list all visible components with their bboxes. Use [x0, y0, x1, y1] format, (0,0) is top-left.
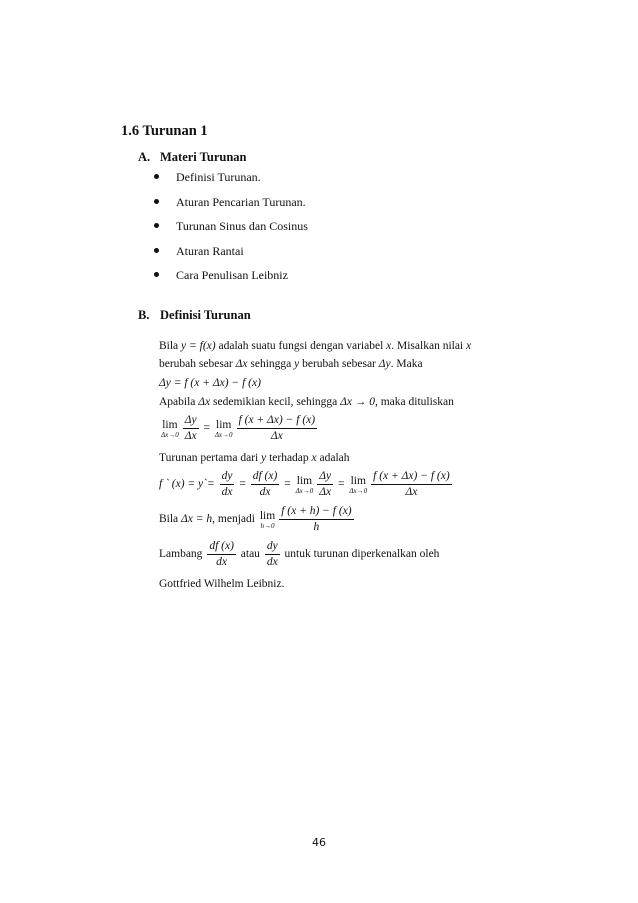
body-line-2: berubah sebesar Δx sehingga y berubah sebesar Δy. Maka — [159, 358, 423, 370]
bullet-icon — [154, 199, 159, 204]
body-line-1: Bila y = f(x) adalah suatu fungsi dengan variabel x. Misalkan nilai x — [159, 340, 472, 352]
subsection-b-heading — [138, 308, 251, 323]
body-line-10: Gottfried Wilhelm Leibniz. — [159, 578, 285, 590]
list-item: Cara Penulisan Leibniz — [152, 268, 308, 293]
page-number: 46 — [312, 836, 326, 849]
limit-operator: lim Δx→0 — [161, 418, 179, 439]
fraction-difference-quotient: $\frac{f (x + \Delta x) - f (x)}{\Delta x}$ — [238, 414, 316, 442]
fraction-difference-quotient: $\frac{f (x + \Delta x) - f (x)}{\Delta x}$ — [373, 470, 450, 498]
list-item: Definisi Turunan. — [152, 170, 308, 195]
subsection-b-label: B. — [138, 308, 150, 322]
bullet-icon — [154, 223, 159, 228]
fraction-h-quotient: $\frac{f (x + h) - f (x)}{h}$ — [281, 505, 352, 533]
fraction-dy-dx: $\frac{\Delta y}{\Delta x}$ — [319, 470, 332, 498]
fraction-dfx-over-dx: $\frac{df (x)}{dx}$ — [209, 540, 234, 568]
bullet-icon — [154, 174, 159, 179]
list-item: Turunan Sinus dan Cosinus — [152, 219, 308, 244]
bullet-icon — [154, 248, 159, 253]
subsection-a-heading — [138, 150, 246, 165]
section-title: 1.6 Turunan 1 — [121, 123, 208, 139]
body-line-9: Lambang $\frac{df (x)}{dx}$ atau $\frac{dy}{dx}$ untuk turunan diperkenalkan oleh — [159, 540, 440, 568]
limit-operator: lim h→0 — [259, 509, 276, 530]
subsection-a-title: Materi Turunan — [160, 150, 247, 164]
derivative-formula: f ` (x) = y`= $\frac{dy}{dx}$ = $\frac{df (x)}{dx}$ = lim Δx→0 $\frac{\Delta y}{\Delta x}$ = lim Δx→0 $\frac{f (x + \Delta x) - f (x)}{\Delta x}$ — [159, 470, 450, 498]
bullet-icon — [154, 272, 159, 277]
body-line-6: Turunan pertama dari y terhadap x adalah — [159, 452, 350, 464]
limit-formula: lim Δx→0 $\frac{\Delta y}{\Delta x}$ = lim Δx→0 $\frac{f (x + \Delta x) - f (x)}{\Delta x}$ — [161, 414, 316, 442]
list-item: Aturan Rantai — [152, 244, 308, 269]
fraction-dy-dx: $\frac{\Delta y}{\Delta x}$ — [184, 414, 197, 442]
limit-operator: lim Δx→0 — [295, 474, 314, 495]
subsection-a-label: A. — [138, 150, 151, 164]
body-line-4: Apabila Δx sedemikian kecil, sehingga Δx → 0, maka dituliskan — [159, 396, 454, 408]
subsection-b-title: Definisi Turunan — [160, 308, 251, 322]
topic-list — [152, 170, 308, 293]
fraction-dfx-over-dx: $\frac{df (x)}{dx}$ — [252, 470, 278, 498]
limit-operator: lim Δx→0 — [214, 418, 233, 439]
fraction-dy-over-dx: $\frac{dy}{dx}$ — [221, 470, 233, 498]
delta-y-equation: Δy = f (x + Δx) − f (x) — [159, 377, 261, 389]
limit-operator: lim Δx→0 — [349, 474, 368, 495]
fraction-dy-over-dx: $\frac{dy}{dx}$ — [266, 540, 278, 568]
list-item: Aturan Pencarian Turunan. — [152, 195, 308, 220]
body-line-8: Bila Δx = h, menjadi lim h→0 $\frac{f (x + h) - f (x)}{h}$ — [159, 505, 352, 533]
